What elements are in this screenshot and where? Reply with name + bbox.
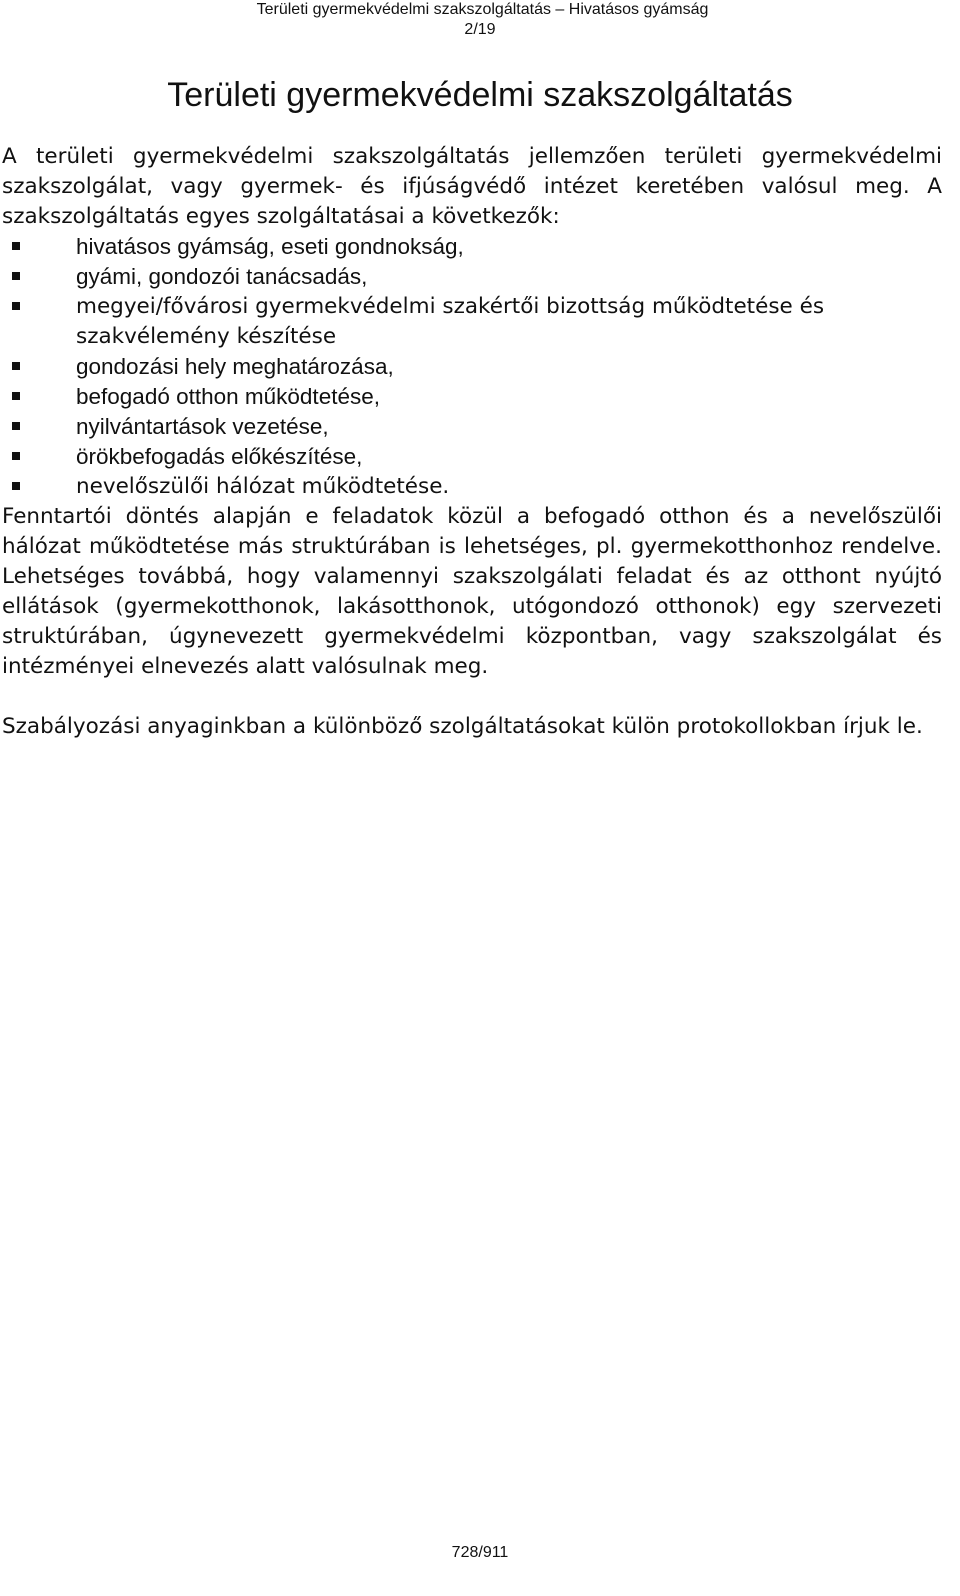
list-item-text: gondozási hely meghatározása,: [76, 354, 394, 379]
section-title: Területi gyermekvédelmi szakszolgáltatás: [167, 76, 793, 114]
list-item: [2, 412, 942, 442]
square-bullet-icon: [12, 422, 20, 430]
body-paragraph: Fenntartói döntés alapján e feladatok közül a befogadó otthon és a nevelőszülői hálózat működtetése más struktúrában is lehetséges, pl. gyermekotthonhoz rendelve. Lehetséges továbbá, hogy valamennyi szakszolgálati feladat és az otthont nyújtó ellátások (gyermekotthonok, lakásotthonok, utógondozó otthonok) egy szervezeti struktúrában, úgynevezett gyermekvédelmi központban, vagy szakszolgálat és intézményei elnevezés alatt valósulnak meg.: [2, 504, 942, 679]
list-item-text: nevelőszülői hálózat működtetése.: [76, 474, 450, 499]
list-item: [2, 472, 942, 502]
square-bullet-icon: [12, 302, 20, 310]
list-item-text: befogadó otthon működtetése,: [76, 384, 380, 409]
running-header: [0, 0, 960, 40]
list-item-text: hivatásos gyámság, eseti gondnokság,: [76, 234, 464, 259]
list-item: [2, 352, 942, 382]
document-body: [2, 142, 942, 742]
list-item: [2, 442, 942, 472]
header-page-number: 2/19: [464, 21, 496, 38]
square-bullet-icon: [12, 392, 20, 400]
list-item: [2, 232, 942, 262]
header-title: Területi gyermekvédelmi szakszolgáltatás – Hivatásos gyámság: [256, 1, 709, 18]
square-bullet-icon: [12, 452, 20, 460]
intro-paragraph: A területi gyermekvédelmi szakszolgáltatás jellemzően területi gyermekvédelmi szakszolgálat, vagy gyermek- és ifjúságvédő intézet keretében valósul meg. A szakszolgáltatás egyes szolgáltatásai a következők:: [2, 144, 942, 229]
list-item: [2, 292, 942, 352]
footer-page-number: 728/911: [451, 1544, 509, 1561]
square-bullet-icon: [12, 272, 20, 280]
list-item: [2, 262, 942, 292]
list-item: [2, 382, 942, 412]
square-bullet-icon: [12, 242, 20, 250]
list-item-text: gyámi, gondozói tanácsadás,: [76, 264, 368, 289]
square-bullet-icon: [12, 362, 20, 370]
list-item-text: örökbefogadás előkészítése,: [76, 444, 363, 469]
services-list: [2, 232, 942, 502]
list-item-text: nyilvántartások vezetése,: [76, 414, 329, 439]
closing-paragraph: Szabályozási anyaginkban a különböző szolgáltatásokat külön protokollokban írjuk le.: [2, 714, 923, 739]
list-item-text: megyei/fővárosi gyermekvédelmi szakértői bizottság működtetése és szakvélemény készítése: [76, 294, 825, 349]
square-bullet-icon: [12, 482, 20, 490]
